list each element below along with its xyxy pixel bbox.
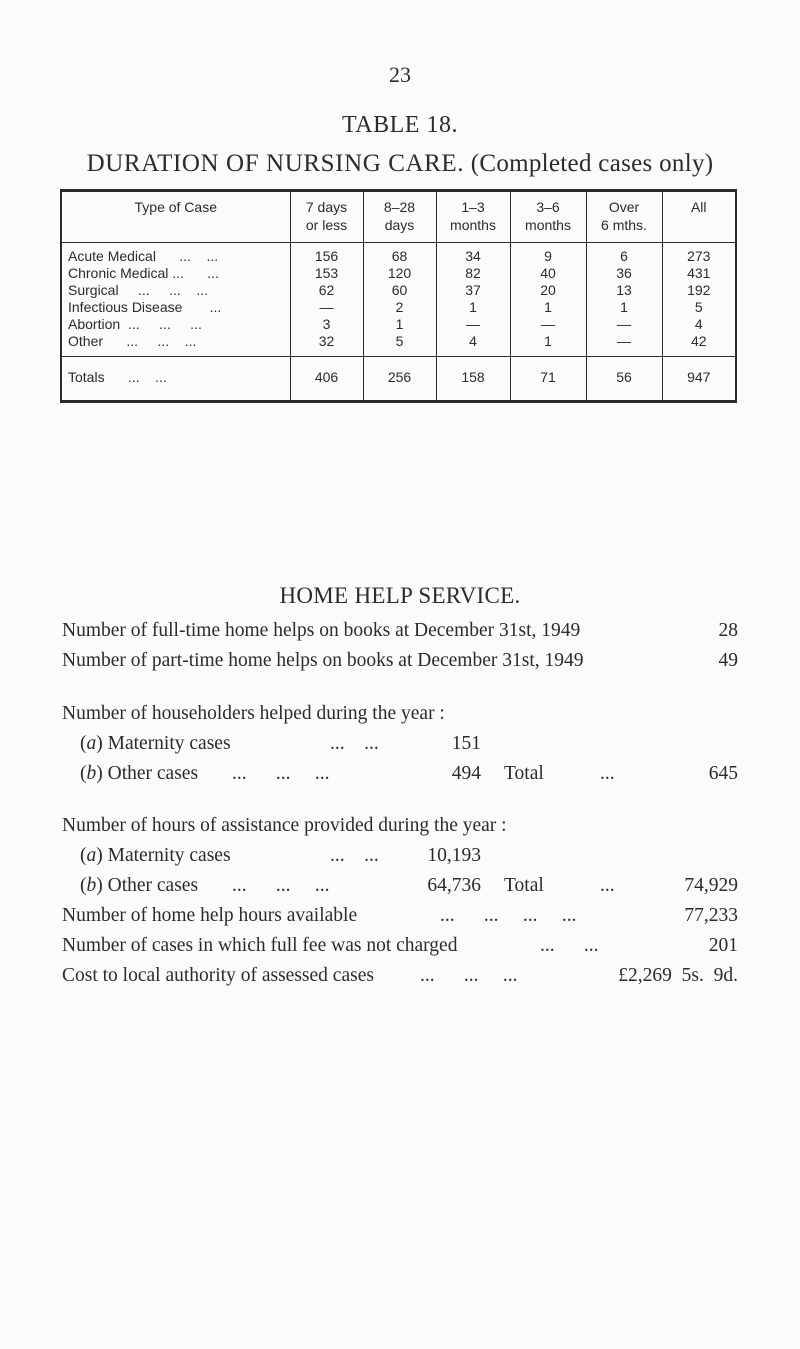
table-cell: — (436, 316, 510, 333)
householders-maternity-value: 151 (451, 733, 481, 754)
table-cell: 1 (436, 299, 510, 316)
hours-other-label: (b) Other cases (80, 875, 199, 896)
leader-dots: ... (600, 763, 615, 784)
table-cell: 1 (586, 299, 662, 316)
leader-dots: ... ... (330, 845, 379, 866)
table-cell: 1 (510, 299, 586, 316)
column-header: 3–6 months (510, 191, 586, 243)
table-row (61, 299, 736, 316)
page-number: 23 (389, 62, 411, 87)
totals-label: Totals ... ... (61, 357, 290, 402)
full-time-value: 28 (718, 620, 738, 641)
row-label: Other ... ... ... (68, 333, 197, 349)
table-cell: 431 (662, 265, 736, 282)
table-cell: 1 (363, 316, 436, 333)
part-time-value: 49 (718, 650, 738, 671)
householders-other-label: (b) Other cases (80, 763, 199, 784)
total-cell: 947 (662, 357, 736, 402)
table-cell: 9 (510, 243, 586, 266)
table-title: TABLE 18. (342, 112, 458, 138)
row-label: Surgical ... ... ... (68, 282, 209, 298)
table-cell: 5 (363, 333, 436, 357)
table-cell: 153 (290, 265, 363, 282)
part-time-label: Number of part-time home helps on books at December 31st, 1949 (62, 650, 584, 671)
table-cell: 4 (662, 316, 736, 333)
hours-total-label: Total (504, 875, 544, 896)
householders-total-label: Total (504, 763, 544, 784)
leader-dots: ... ... ... (232, 875, 330, 896)
hours-total-value: 74,929 (684, 875, 738, 896)
householders-maternity-label: (a) Maternity cases (80, 733, 231, 754)
total-cell: 56 (586, 357, 662, 402)
table-cell: 13 (586, 282, 662, 299)
cost-value: £2,269 5s. 9d. (618, 965, 738, 986)
column-header: Over 6 mths. (586, 191, 662, 243)
leader-dots: ... ... (540, 935, 599, 956)
table-cell: 68 (363, 243, 436, 266)
table-cell: 2 (363, 299, 436, 316)
table-cell: 36 (586, 265, 662, 282)
full-fee-label: Number of cases in which full fee was not charged (62, 935, 458, 956)
leader-dots: ... ... ... ... (440, 905, 577, 926)
householders-total-value: 645 (708, 763, 738, 784)
table-cell: 3 (290, 316, 363, 333)
hours-available-value: 77,233 (684, 905, 738, 926)
table-row (61, 316, 736, 333)
row-label: Infectious Disease ... (68, 299, 222, 315)
table-subtitle-main: DURATION OF NURSING CARE. (86, 150, 465, 177)
total-cell: 406 (290, 357, 363, 402)
table-cell: 42 (662, 333, 736, 357)
table-cell: 40 (510, 265, 586, 282)
column-header: 7 days or less (290, 191, 363, 243)
table-cell: 1 (510, 333, 586, 357)
total-cell: 71 (510, 357, 586, 402)
full-fee-value: 201 (708, 935, 738, 956)
leader-dots: ... (600, 875, 615, 896)
table-cell: 192 (662, 282, 736, 299)
table-cell: 5 (662, 299, 736, 316)
table-subtitle-note: (Completed cases only) (470, 150, 714, 177)
table-cell: 156 (290, 243, 363, 266)
hours-other-value: 64,736 (427, 875, 481, 896)
row-label: Chronic Medical ... ... (68, 265, 219, 281)
table-cell: 4 (436, 333, 510, 357)
total-cell: 256 (363, 357, 436, 402)
table-cell: 6 (586, 243, 662, 266)
row-label: Abortion ... ... ... (68, 316, 202, 332)
hours-available-label: Number of home help hours available (62, 905, 358, 926)
table-row (61, 282, 736, 299)
full-time-label: Number of full-time home helps on books at December 31st, 1949 (62, 620, 581, 641)
householders-heading: Number of householders helped during the year : (62, 703, 445, 724)
table-cell: 32 (290, 333, 363, 357)
cost-label: Cost to local authority of assessed cases (62, 965, 374, 986)
table-cell: 120 (363, 265, 436, 282)
hours-heading: Number of hours of assistance provided during the year : (62, 815, 507, 836)
column-header: Type of Case (61, 191, 290, 243)
total-cell: 158 (436, 357, 510, 402)
leader-dots: ... ... (330, 733, 379, 754)
hours-maternity-label: (a) Maternity cases (80, 845, 231, 866)
home-help-heading: HOME HELP SERVICE. (279, 583, 521, 608)
table-cell: 60 (363, 282, 436, 299)
table-header-row (61, 191, 736, 243)
column-header: All (662, 191, 736, 243)
row-label: Acute Medical ... ... (68, 248, 219, 264)
table-subtitle (0, 150, 800, 178)
column-header: 8–28 days (363, 191, 436, 243)
table-cell: 62 (290, 282, 363, 299)
table-cell: 82 (436, 265, 510, 282)
table-cell: — (586, 333, 662, 357)
column-header: 1–3 months (436, 191, 510, 243)
table-cell: — (510, 316, 586, 333)
table-cell: 273 (662, 243, 736, 266)
table-row (61, 333, 736, 357)
nursing-care-table (60, 189, 735, 396)
householders-other-value: 494 (451, 763, 481, 784)
table-cell: — (290, 299, 363, 316)
table-cell: — (586, 316, 662, 333)
totals-row (61, 357, 736, 402)
hours-maternity-value: 10,193 (427, 845, 481, 866)
table-row (61, 243, 736, 266)
table-row (61, 265, 736, 282)
leader-dots: ... ... ... (232, 763, 330, 784)
table-cell: 37 (436, 282, 510, 299)
table-cell: 34 (436, 243, 510, 266)
leader-dots: ... ... ... (420, 965, 518, 986)
table-cell: 20 (510, 282, 586, 299)
